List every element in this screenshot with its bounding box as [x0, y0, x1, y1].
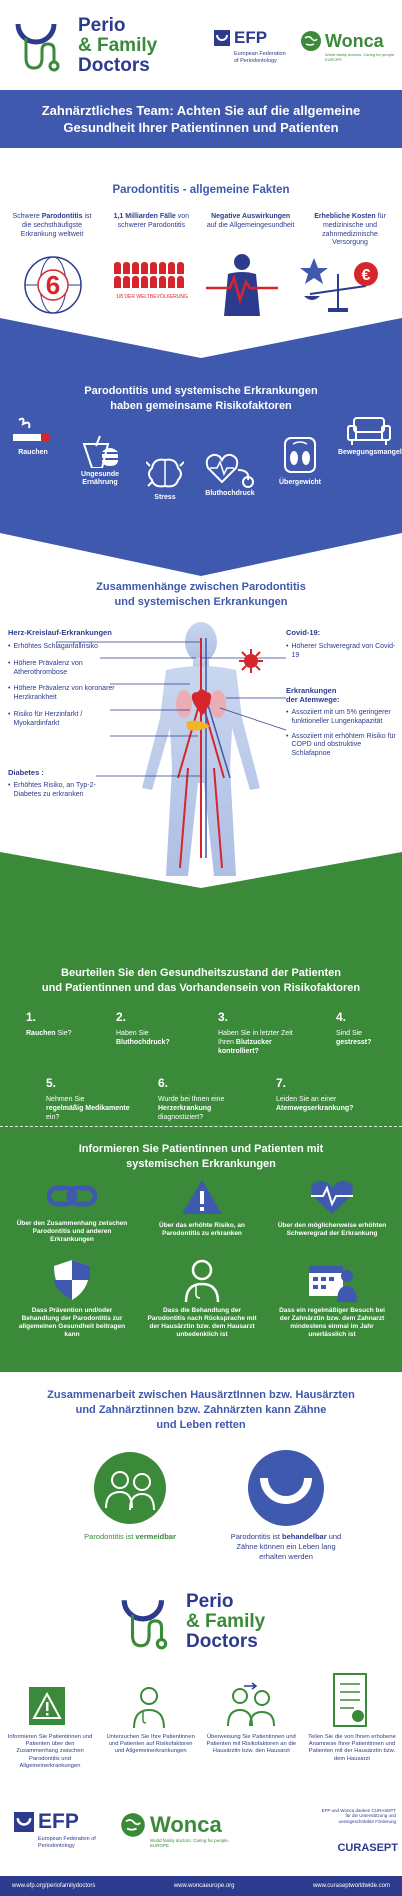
calendar-doctor-icon [307, 1258, 357, 1302]
title-line-1: Zahnärztliches Team: Achten Sie auf die allgemeine [41, 103, 361, 118]
question-bold: Rauchen [26, 1030, 56, 1037]
collab-left-bold: vermeidbar [135, 1532, 176, 1541]
footer-brand-line-3: Doctors [186, 1630, 258, 1652]
risk-item [198, 448, 262, 497]
question-item [336, 1010, 396, 1048]
action-document-icon [330, 1672, 370, 1728]
chain-link-icon [47, 1178, 97, 1214]
question-bold: Herzerkrankung [158, 1104, 212, 1112]
globe-icon [300, 30, 322, 52]
question-pre: Nehmen Sie [46, 1096, 85, 1103]
doctor-icon [182, 1258, 222, 1302]
fact-item [207, 213, 295, 248]
inform-item [14, 1178, 130, 1244]
cardio-title: Herz-Kreislauf-Erkrankungen [8, 628, 112, 637]
footer-efp-text: EFP [38, 1810, 79, 1833]
footer-brand-line-2: & Family [186, 1610, 266, 1632]
question-item [46, 1076, 136, 1122]
wonca-subtitle: World family doctors. Caring for people. [325, 52, 396, 57]
collab-heading-line-3: und Leben retten [156, 1419, 246, 1431]
assess-heading-line-1: Beurteilen Sie den Gesundheitszustand der Patienten [61, 967, 341, 979]
people-grid-icon [114, 262, 190, 300]
resp-block [286, 686, 396, 759]
cardio-item-text: Höhere Prävalenz von koronarer Herzkrankheit [13, 685, 115, 701]
diabetes-item-text: Erhöhtes Risiko, an Typ-2-Diabetes zu erkranken [13, 782, 96, 798]
assess-heading [0, 966, 402, 996]
footer-brand-line-1: Perio [186, 1591, 234, 1612]
risk-item [72, 434, 128, 488]
footer-efp-logo [14, 1810, 104, 1849]
risk-item [140, 456, 190, 501]
cardio-item-text: Erhöhtes Schlaganfallrisiko [13, 643, 98, 650]
globe-six-icon [22, 254, 84, 316]
collab-right-pre: Parodontitis ist [230, 1532, 283, 1541]
fact-item [306, 213, 394, 248]
footer-urls [0, 1876, 402, 1896]
fact-text-post: von schwerer Parodontitis [117, 213, 190, 229]
resp-title-line-2: der Atemwege: [286, 695, 340, 704]
action-text: Überweisung Sie Patientinnen und Patienten mit Risikofaktoren an die Hausärztin bzw. den Hausarzt [206, 1734, 297, 1755]
cardio-item: • Höhere Prävalenz von koronarer Herzkrankheit [8, 685, 120, 703]
cardio-item: • Risiko für Herzinfarkt / Myokardinfarkt [8, 711, 120, 729]
links-heading-line-2: und systemischen Erkrankungen [114, 596, 288, 608]
body-ecg-icon [204, 252, 280, 316]
question-pre: Sind Sie [336, 1030, 363, 1037]
risk-item [338, 414, 400, 456]
curasept-text: CURASEPT [337, 1842, 398, 1854]
risk-label: Bewegungsmangel [338, 449, 402, 456]
inform-heading [0, 1142, 402, 1172]
covid-title: Covid-19: [286, 628, 321, 637]
risk-heading-line-1: Parodontitis und systemische Erkrankungen [84, 385, 318, 397]
collab-right-post: und Zähne können ein Leben lang erhalten werden [236, 1532, 342, 1561]
facts-row [8, 213, 394, 248]
question-number: 4. [336, 1010, 347, 1024]
risk-label: Rauchen [18, 449, 48, 456]
cardio-item: • Erhöhtes Schlaganfallrisiko [8, 643, 98, 650]
wonca-logo [300, 30, 396, 62]
action-text: Teilen Sie die von Ihnen erhobene Anamnese Ihrer Patientinnen und Patienten mit der Hausärztin bzw. dem Hausarzt [308, 1734, 396, 1762]
collab-right-bold: behandelbar [282, 1532, 327, 1541]
question-bold: Atemwegserkrankung? [276, 1104, 354, 1112]
heart-ecg-icon [307, 1178, 357, 1216]
inform-text: Dass ein regelmäßiger Besuch bei der Zahnärztin bzw. dem Zahnarzt mindestens einmal im Jahr unerlässlich ist [279, 1307, 385, 1339]
question-pre: Leiden Sie an einer [276, 1096, 337, 1103]
warning-icon [180, 1178, 224, 1216]
risk-item [272, 436, 328, 486]
efp-mark-icon [214, 30, 230, 46]
brand-line-2: & Family [78, 34, 158, 56]
question-item [158, 1076, 258, 1122]
title-band [0, 90, 402, 148]
six-number: 6 [45, 270, 61, 300]
risk-label: Bluthochdruck [205, 490, 255, 497]
inform-item [144, 1178, 260, 1238]
collab-left-text [80, 1532, 180, 1542]
inform-text: Über den Zusammenhang zwischen Parodontitis und anderen Erkrankungen [16, 1220, 128, 1244]
shield-icon [52, 1258, 92, 1302]
fact-item [107, 213, 195, 248]
footer-url-curasept[interactable]: www.curaseptworldwide.com [312, 1883, 390, 1889]
risk-label: Stress [154, 494, 176, 501]
question-pre: Haben Sie in letzter Zeit Ihren [218, 1030, 293, 1046]
question-number: 6. [158, 1076, 169, 1090]
facts-heading: Parodontitis - allgemeine Fakten [112, 184, 290, 196]
title-line-2: Gesundheit Ihrer Patientinnen und Patienten [63, 120, 339, 135]
efp-logo-text: EFP [234, 28, 268, 47]
sofa-icon [346, 414, 392, 446]
question-item [26, 1010, 96, 1039]
fact-item [8, 213, 96, 248]
doctors-circle-icon [92, 1450, 168, 1526]
risk-label: Ungesunde Ernährung [80, 471, 120, 487]
footer-wonca-logo [120, 1812, 240, 1848]
resp-title-line-1: Erkrankungen [286, 686, 337, 695]
inform-text: Dass Prävention und/oder Behandlung der Parodontitis zur allgemeinen Gesundheit beitragen kann [18, 1307, 126, 1339]
brand-line-3: Doctors [78, 54, 150, 76]
curasept-logo [318, 1838, 398, 1856]
question-number: 3. [218, 1010, 229, 1024]
inform-text: Dass die Behandlung der Parodontitis nach Rücksprache mit der Hausärztin bzw. dem Hausarzt unbedenklich ist [147, 1307, 257, 1339]
question-number: 7. [276, 1076, 287, 1090]
perio-logo-icon [12, 18, 68, 74]
diabetes-item: • Erhöhtes Risiko, an Typ-2-Diabetes zu erkranken [8, 782, 120, 800]
inform-item [144, 1258, 260, 1340]
question-item [276, 1076, 376, 1114]
footer-efp-sub: European Federation of Periodontology [38, 1836, 96, 1849]
fact-text-bold: Erhebliche Kosten [314, 213, 376, 220]
fact-text-bold: Negative Auswirkungen [211, 213, 291, 220]
fast-food-icon [80, 434, 120, 468]
question-pre: Haben Sie [116, 1030, 149, 1037]
risk-heading-line-2: haben gemeinsame Risikofaktoren [110, 400, 292, 412]
actions-row [4, 1734, 398, 1770]
risk-item [10, 416, 56, 456]
resp-item: • Assoziiert mit um 5% geringerer funktioneller Lungenkapazität [286, 709, 396, 727]
risk-heading [0, 384, 402, 414]
footer-wonca-text: Wonca [150, 1812, 222, 1837]
resp-item-text: Assoziiert mit um 5% geringerer funktioneller Lungenkapazität [291, 709, 391, 725]
action-warning-icon [28, 1686, 66, 1726]
covid-block [286, 628, 396, 661]
svg-text:€: € [361, 267, 371, 284]
fact-text-bold: Parodontitis [41, 213, 83, 220]
cost-scale-icon [300, 252, 380, 316]
resp-item-text: Assoziiert mit erhöhtem Risiko für COPD und obstruktive Schlafapnoe [291, 732, 396, 757]
smile-circle-icon [246, 1448, 326, 1528]
perio-logo-icon [118, 1594, 176, 1652]
dashed-divider [0, 1126, 402, 1127]
header [0, 0, 402, 90]
question-bold: gestresst? [336, 1038, 372, 1046]
inform-text: Über den möglicherweise erhöhten Schweregrad der Erkrankung [277, 1222, 387, 1238]
fact-text-post: auf die Allgemeingesundheit [206, 221, 295, 229]
action-doctor-icon [130, 1684, 168, 1728]
question-number: 5. [46, 1076, 57, 1090]
brain-icon [146, 456, 184, 490]
covid-item-text: Höherer Schweregrad von Covid-19 [291, 643, 396, 659]
question-item [218, 1010, 310, 1056]
collab-left-pre: Parodontitis ist [84, 1532, 136, 1541]
inform-heading-line-2: systemischen Erkrankungen [126, 1158, 276, 1170]
footer-url-wonca[interactable]: www.woncaeurope.org [173, 1883, 235, 1889]
blood-pressure-icon [204, 448, 256, 488]
fact-text-post: ist die sechsthäufigste Erkrankung weltweit [20, 213, 92, 238]
action-text: Untersuchen Sie Ihre Patientinnen und Patienten auf Risikofaktoren und Allgemeinerkrankungen [106, 1734, 195, 1755]
globe-icon [120, 1812, 146, 1838]
footer-wonca-region: EUROPE [150, 1843, 170, 1848]
resp-item: • Assoziiert mit erhöhtem Risiko für COPD und obstruktive Schlafapnoe [286, 732, 396, 757]
cardio-item: • Höhere Prävalenz von Atherothrombose [8, 660, 120, 678]
question-pre: Wurde bei Ihnen eine [158, 1096, 225, 1103]
question-post: diagnostiziert? [158, 1113, 204, 1121]
question-bold: Blutzucker kontrolliert? [218, 1038, 272, 1055]
fact-text-pre: Schwere [12, 213, 42, 220]
sponsor-note: EFP und Wonca danken CURASEPT für die Unterstützung und uneingeschränkte Förderung [321, 1808, 396, 1824]
fact-text-bold: 1,1 Milliarden Fälle [113, 213, 176, 220]
question-post: Sie? [55, 1030, 72, 1037]
diabetes-title: Diabetes : [8, 768, 44, 777]
assess-heading-line-2: und Patientinnen und das Vorhandensein von Risikofaktoren [41, 982, 361, 994]
inform-heading-line-1: Informieren Sie Patientinnen und Patienten mit [78, 1143, 324, 1155]
wonca-logo-text: Wonca [325, 30, 384, 51]
virus-icon [238, 648, 264, 674]
scale-icon [283, 436, 317, 474]
people-caption: 1/8 DER WELTBEVÖLKERUNG [116, 294, 188, 300]
question-post: ein? [46, 1113, 60, 1121]
inform-text: Über das erhöhte Risiko, an Parodontitis zu erkranken [159, 1222, 245, 1238]
action-referral-icon [222, 1682, 278, 1728]
cardio-item-text: Höhere Prävalenz von Atherothrombose [13, 659, 83, 676]
inform-item [274, 1178, 390, 1238]
collab-heading-line-1: Zusammenarbeit zwischen HausärztInnen bzw. Hausärzten [47, 1389, 355, 1401]
covid-item: • Höherer Schweregrad von Covid-19 [286, 643, 396, 659]
question-item [116, 1010, 196, 1048]
cardio-item-text: Risiko für Herzinfarkt / Myokardinfarkt [13, 710, 83, 727]
inform-item [274, 1258, 390, 1340]
links-heading-line-1: Zusammenhänge zwischen Parodontitis [96, 581, 306, 593]
cigarette-icon [11, 416, 55, 446]
question-bold: Bluthochdruck? [116, 1038, 170, 1046]
brand-line-1: Perio [78, 15, 126, 36]
risk-label: Übergewicht [278, 479, 321, 486]
action-text: Informieren Sie Patientinnen und Patienten über den Zusammenhang zwischen Parodontitis und Allgemeinerkrankungen [7, 1734, 93, 1769]
question-bold: regelmäßig Medikamente [46, 1104, 130, 1112]
footer-url-efp[interactable]: www.efp.org/periofamilydoctors [12, 1883, 96, 1889]
efp-subtitle: European Federation of Periodontology [234, 51, 286, 64]
question-number: 2. [116, 1010, 127, 1024]
footer-wonca-sub: World family doctors. Caring for people. [150, 1838, 229, 1843]
inform-item [14, 1258, 130, 1340]
collab-heading-line-2: und Zahnärztinnen bzw. Zahnärzten kann Zähne [75, 1404, 327, 1416]
links-heading [0, 580, 402, 610]
collab-right-text [226, 1532, 346, 1561]
question-number: 1. [26, 1010, 37, 1024]
efp-logo [214, 28, 284, 64]
efp-mark-icon [14, 1812, 34, 1832]
fact-text-post: für medizinische und zahnmedizinische Versorgung [322, 213, 386, 247]
collab-heading [0, 1388, 402, 1433]
wonca-region: EUROPE [325, 57, 342, 62]
